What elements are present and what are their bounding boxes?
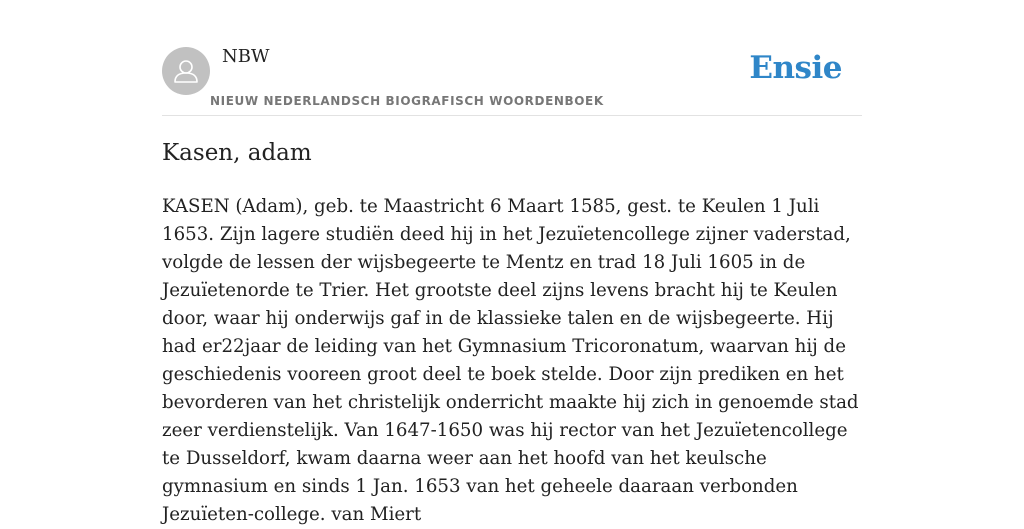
article-body: KASEN (Adam), geb. te Maastricht 6 Maart 1585, gest. te Keulen 1 Juli 1653. Zijn lagere studiën deed hij in het Jezuïetencollege zijner vaderstad, volgde de lessen der wijsbegeerte te Mentz en trad 18 Juli 1605 in de Jezuïetenorde te Trier. Het grootste deel zijns levens bracht hij te Keulen door, waar hij onderwijs gaf in de klassieke talen en de wijsbegeerte. Hij had er22jaar de leiding van het Gymnasium Tricoronatum, waarvan hij de geschiedenis vooreen groot deel te boek stelde. Door zijn prediken en het bevorderen van het christelijk onderricht maakte hij zich in genoemde stad zeer verdienstelijk. Van 1647-1650 was hij rector van het Jezuïetencollege te Dusseldorf, kwam daarna weer aan het hoofd van het keulsche gymnasium en sinds 1 Jan. 1653 van het geheele daaraan verbonden Jezuïeten-college. van Miert (162, 196, 859, 525)
source-full-name[interactable]: NIEUW NEDERLANDSCH BIOGRAFISCH WOORDENBOEK (210, 94, 604, 108)
header-divider (162, 115, 862, 116)
source-avatar[interactable] (162, 47, 210, 95)
source-name[interactable]: NBW (222, 46, 270, 67)
article-title: Kasen, adam (162, 140, 312, 166)
user-icon (162, 47, 210, 95)
ensie-logo-link[interactable]: Ensie (749, 50, 842, 86)
